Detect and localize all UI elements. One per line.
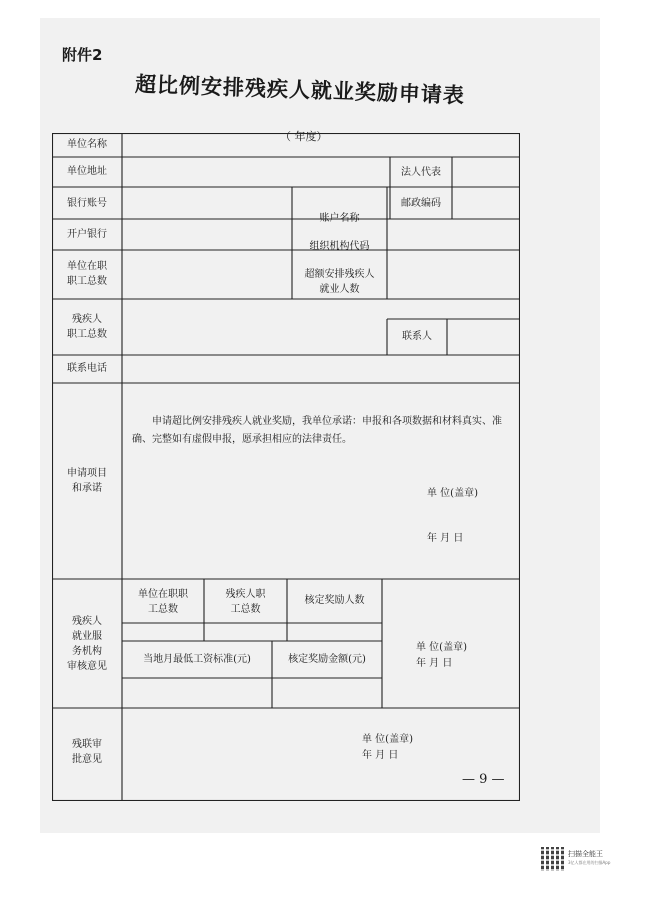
pledge-unit-seal: 单 位(盖章) <box>427 488 478 499</box>
federation-unit-seal: 单 位(盖章) <box>362 734 413 745</box>
label-opening-bank: 开户银行 <box>67 229 107 240</box>
label-review: 残疾人 就业服 务机构 审核意见 <box>67 616 107 672</box>
label-postcode: 邮政编码 <box>401 198 441 209</box>
review-disabled-total: 残疾人职 工总数 <box>225 589 266 615</box>
review-approved-amount: 核定奖励金额(元) <box>288 654 366 665</box>
label-apply: 申请项目 和承诺 <box>67 468 107 494</box>
label-bank-account: 银行账号 <box>67 198 107 209</box>
label-legal-rep: 法人代表 <box>401 167 441 178</box>
label-disabled-total: 残疾人 职工总数 <box>67 314 107 340</box>
label-account-name: 账户名称 <box>319 213 360 224</box>
year-note: （ 年度） <box>280 130 328 143</box>
label-excess-disabled: 超额安排残疾人 就业人数 <box>304 269 375 295</box>
application-form-table <box>52 133 520 801</box>
pledge-date: 年 月 日 <box>427 533 464 544</box>
label-unit-name: 单位名称 <box>67 139 107 150</box>
form-grid-lines <box>52 133 520 801</box>
review-staff-total: 单位在职职 工总数 <box>138 589 188 615</box>
form-title: 超比例安排残疾人就业奖励申请表 <box>134 71 466 108</box>
review-unit-seal: 单 位(盖章) <box>416 642 467 653</box>
qr-code-icon <box>541 847 565 871</box>
label-phone: 联系电话 <box>67 363 107 374</box>
attachment-label: 附件2 <box>62 46 103 64</box>
page-number: — 9 — <box>462 772 505 787</box>
federation-date: 年 月 日 <box>362 750 399 761</box>
label-org-code: 组织机构代码 <box>309 241 370 252</box>
scanner-watermark-sub: 3亿人都在用的扫描App <box>568 860 611 865</box>
label-staff-total: 单位在职 职工总数 <box>67 261 107 287</box>
label-federation: 残联审 批意见 <box>72 739 102 765</box>
review-approved-count: 核定奖励人数 <box>304 595 365 606</box>
scanner-watermark: 扫描全能王 <box>568 850 603 858</box>
pledge-text: 申请超比例安排残疾人就业奖励，我单位承诺：申报和各项数据和材料真实、准确、完整如有虚假申报，愿承担相应的法律责任。 <box>132 416 502 445</box>
review-min-wage: 当地月最低工资标准(元) <box>143 654 251 665</box>
review-date: 年 月 日 <box>416 658 453 669</box>
label-contact: 联系人 <box>402 331 432 342</box>
label-unit-address: 单位地址 <box>67 166 107 177</box>
